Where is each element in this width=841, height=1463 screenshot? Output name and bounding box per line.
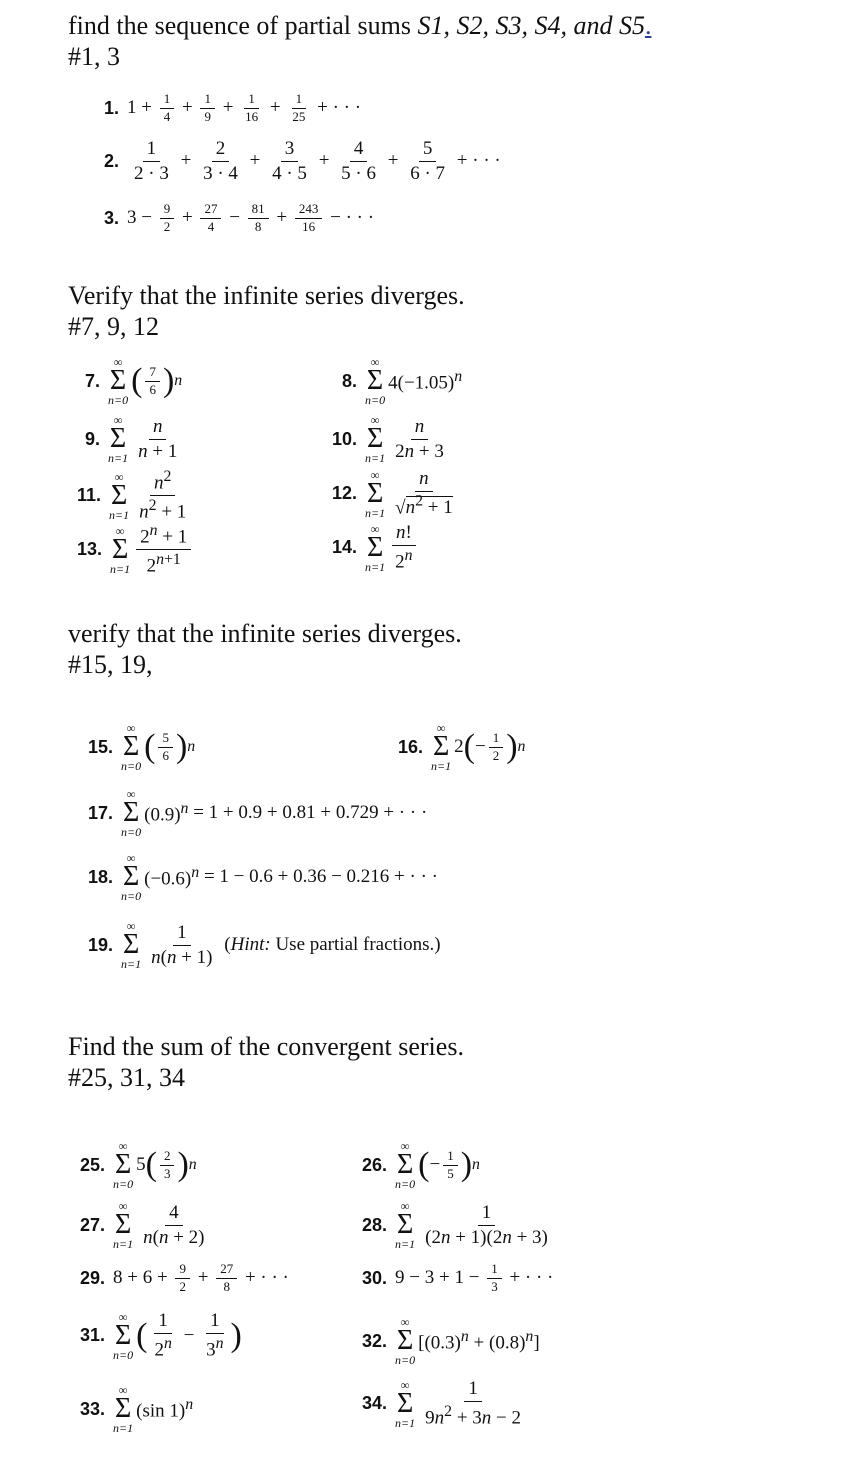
problem-17-number: 17. [88,802,114,823]
problem-29: 29. 8 + 6 + $\frac{9}{2}$ + $\frac{27}{8}$ + · · · [80,1261,289,1294]
problem-2: 2. $\frac{1}{2 \cdot 3}$ + $\frac{2}{3 \cdot 4}$ + $\frac{3}{4 \cdot 5}$ + $\frac{4}{5 \cdot 6}$ + $\frac{5}{6 \cdot 7}$ + · · · [104,138,501,184]
problem-7-number: 7. [85,370,101,391]
problem-18: 18. ∞ Σ n=0 $(-0.6)^n$ = 1 − 0.6 + 0.36 − 0.216 + · · · [88,851,438,903]
problem-8-number: 8. [342,370,358,391]
problem-3-number: 3. [104,207,120,228]
problem-7: 7. ∞ Σ n=0 ( $\frac{7}{6}$ ) n [85,355,183,407]
problem-25: 25. ∞ Σ n=0 5 ( $\frac{2}{3}$ ) n [80,1139,197,1191]
problem-28-number: 28. [362,1214,388,1235]
problem-2-number: 2. [104,150,120,171]
problem-31-number: 31. [80,1325,106,1345]
section-3-title: verify that the infinite series diverges. [68,619,462,648]
problem-10-number: 10. [332,428,358,449]
problem-30-number: 30. [362,1267,388,1288]
problem-16: 16. ∞ Σ n=1 2 ( − $\frac{1}{2}$ ) n [398,721,526,773]
problem-33: 33. ∞ Σ n=1 (sin 1)$^n$ [80,1383,194,1435]
problem-12-number: 12. [332,483,358,503]
problem-8: 8. ∞ Σ n=0 $4(-1.05)^n$ [342,355,463,407]
problem-13: 13. ∞ Σ n=1 $\frac{2^n + 1}{2^{n+1}}$ [77,522,194,577]
section-4-title: Find the sum of the convergent series. [68,1032,464,1061]
problem-16-number: 16. [398,736,424,757]
problem-1: 1. 1 + $\frac{1}{4}$ + $\frac{1}{9}$ + $\frac{1}{16}$ + $\frac{1}{25}$ + · · · [104,91,362,124]
section-2-title: Verify that the infinite series diverges. [68,281,465,310]
problem-3: 3. 3 − $\frac{9}{2}$ + $\frac{27}{4}$ − $\frac{81}{8}$ + $\frac{243}{16}$ − · · · [104,201,375,234]
section-2-numbers: #7, 9, 12 [68,312,159,341]
problem-19-hint-label: Hint: [230,934,271,955]
section-3-heading [68,618,462,680]
problem-31: 31. ∞ Σ n=0 ( $\frac{1}{2^n}$ − $\frac{1}{3^n}$ ) [80,1309,242,1362]
problem-34-number: 34. [362,1393,388,1413]
problem-19-number: 19. [88,934,114,955]
problem-30-text: 9 − 3 + 1 − [395,1267,480,1289]
problem-26: 26. ∞ Σ n=0 ( − $\frac{1}{5}$ ) n [362,1139,480,1191]
section-4-heading [68,1031,464,1093]
section-1-vars: S1, S2, S3, S4, and S5 [417,11,645,40]
problem-34: 34. ∞ Σ n=1 $\frac{1}{9n^2 + 3n - 2}$ [362,1377,521,1430]
problem-15-number: 15. [88,736,114,757]
problem-12: 12. ∞ Σ n=1 $\frac{n}{√n^2 + 1}$ [332,467,453,520]
problem-19: 19. ∞ Σ n=1 $\frac{1}{n(n + 1)}$ ( Hint: Use partial fractions.) [88,919,441,971]
problem-26-number: 26. [362,1154,388,1175]
section-2-heading [68,280,465,342]
problem-33-number: 33. [80,1398,106,1419]
problem-9-number: 9. [85,428,101,449]
problem-29-text: 8 + 6 + [113,1267,168,1289]
problem-9: 9. ∞ Σ n=1 $\frac{n}{n + 1}$ [85,413,178,465]
section-1-heading [68,10,651,72]
problem-14: 14. ∞ Σ n=1 $\frac{n!}{2^n}$ [332,522,420,573]
problem-1-number: 1. [104,97,120,118]
problem-10: 10. ∞ Σ n=1 $\frac{n}{2n + 3}$ [332,413,444,465]
problem-28: 28. ∞ Σ n=1 $\frac{1}{(2n + 1)(2n + 3)}$ [362,1199,548,1251]
problem-27: 27. ∞ Σ n=1 $\frac{4}{n(n + 2)}$ [80,1199,205,1251]
problem-27-number: 27. [80,1214,106,1235]
problem-30: 30. 9 − 3 + 1 − $\frac{1}{3}$ + · · · [362,1261,554,1294]
problem-18-expansion: = 1 − 0.6 + 0.36 − 0.216 + · · · [203,866,438,887]
section-1-numbers: #1, 3 [68,42,120,71]
problem-17-expansion: = 1 + 0.9 + 0.81 + 0.729 + · · · [193,802,428,823]
problem-29-number: 29. [80,1267,106,1288]
problem-11-number: 11. [77,485,102,506]
section-1-link-tail[interactable]: . [644,11,652,40]
problem-19-hint: Use partial fractions.) [275,934,441,955]
section-4-numbers: #25, 31, 34 [68,1063,185,1092]
problem-18-number: 18. [88,866,114,887]
problem-14-number: 14. [332,537,358,557]
problem-25-number: 25. [80,1154,106,1175]
problem-32-number: 32. [362,1330,388,1351]
section-1-title: find the sequence of partial sums [68,11,411,40]
problem-17: 17. ∞ Σ n=0 $(0.9)^n$ = 1 + 0.9 + 0.81 + 0.729 + · · · [88,787,428,839]
problem-15: 15. ∞ Σ n=0 ( $\frac{5}{6}$ ) n [88,721,196,773]
problem-32: 32. ∞ Σ n=0 $[(0.3)^n + (0.8)^n]$ [362,1315,540,1367]
problem-13-number: 13. [77,539,103,560]
section-3-numbers: #15, 19, [68,650,153,679]
problem-11: 11. ∞ Σ n=1 $\frac{n^2}{n^2 + 1}$ [77,468,187,523]
